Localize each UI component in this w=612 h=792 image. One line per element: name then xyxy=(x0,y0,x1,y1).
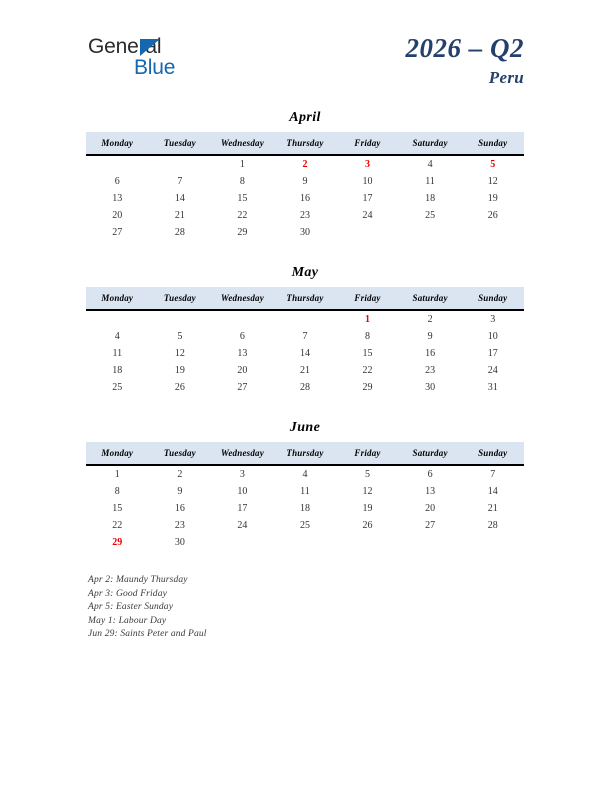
day-cell[interactable]: 24 xyxy=(487,365,498,376)
empty-day-cell xyxy=(211,310,274,328)
empty-day-cell xyxy=(336,534,399,551)
day-cell[interactable]: 16 xyxy=(299,193,310,204)
day-cell[interactable]: 10 xyxy=(487,331,498,342)
holiday-day-cell[interactable]: 3 xyxy=(365,159,371,170)
day-cell[interactable]: 16 xyxy=(425,348,436,359)
day-cell[interactable]: 23 xyxy=(174,520,185,531)
day-cell[interactable]: 10 xyxy=(237,486,248,497)
month-name: June xyxy=(289,420,321,435)
day-cell[interactable]: 20 xyxy=(112,210,123,221)
day-cell[interactable]: 22 xyxy=(362,365,373,376)
day-cell[interactable]: 12 xyxy=(174,348,185,359)
day-cell[interactable]: 29 xyxy=(237,227,248,238)
day-cell[interactable]: 6 xyxy=(427,469,433,480)
holiday-legend-item: Jun 29: Saints Peter and Paul xyxy=(88,629,207,639)
weekday-header-saturday: Saturday xyxy=(399,287,462,310)
day-cell[interactable]: 11 xyxy=(300,486,310,497)
months-container xyxy=(86,110,524,575)
day-cell[interactable]: 21 xyxy=(299,365,310,376)
day-cell[interactable]: 8 xyxy=(239,176,245,187)
weekday-header-wednesday: Wednesday xyxy=(211,442,274,465)
day-cell[interactable]: 23 xyxy=(299,210,310,221)
weekday-header-sunday: Sunday xyxy=(461,442,524,465)
day-cell[interactable]: 6 xyxy=(239,331,245,342)
month-block xyxy=(86,265,524,396)
weekday-header-wednesday: Wednesday xyxy=(211,287,274,310)
day-cell[interactable]: 4 xyxy=(114,331,120,342)
holiday-legend xyxy=(88,574,488,642)
holiday-legend-item: Apr 5: Easter Sunday xyxy=(88,602,174,612)
day-cell[interactable]: 31 xyxy=(487,382,498,393)
empty-day-cell xyxy=(211,534,274,551)
week-row xyxy=(86,345,524,362)
brand-logo-text-general: General xyxy=(88,35,162,58)
month-grid xyxy=(86,132,524,241)
empty-day-cell xyxy=(86,155,149,173)
weekday-header-monday: Monday xyxy=(86,132,149,155)
day-cell[interactable]: 6 xyxy=(114,176,120,187)
day-cell[interactable]: 14 xyxy=(487,486,498,497)
day-cell[interactable]: 30 xyxy=(299,227,310,238)
brand-logo-text-blue: Blue xyxy=(134,56,176,79)
day-cell[interactable]: 30 xyxy=(425,382,436,393)
weekday-header-thursday: Thursday xyxy=(274,132,337,155)
holiday-legend-item: Apr 2: Maundy Thursday xyxy=(88,575,188,585)
day-cell[interactable]: 13 xyxy=(112,193,123,204)
month-block xyxy=(86,420,524,551)
weekday-header-thursday: Thursday xyxy=(274,287,337,310)
brand-logo[interactable] xyxy=(88,36,268,84)
day-cell[interactable]: 9 xyxy=(177,486,183,497)
weekday-header-wednesday: Wednesday xyxy=(211,132,274,155)
month-block xyxy=(86,110,524,241)
day-cell[interactable]: 25 xyxy=(425,210,436,221)
day-cell[interactable]: 9 xyxy=(427,331,433,342)
holiday-day-cell[interactable]: 29 xyxy=(112,537,123,548)
empty-day-cell xyxy=(461,224,524,241)
day-cell[interactable]: 11 xyxy=(425,176,435,187)
month-name: May xyxy=(291,265,319,280)
day-cell[interactable]: 17 xyxy=(487,348,498,359)
holiday-day-cell[interactable]: 2 xyxy=(302,159,308,170)
day-cell[interactable]: 28 xyxy=(174,227,185,238)
day-cell[interactable]: 2 xyxy=(427,314,433,325)
empty-day-cell xyxy=(461,534,524,551)
weekday-header-row xyxy=(86,132,524,155)
weekday-header-thursday: Thursday xyxy=(274,442,337,465)
day-cell[interactable]: 11 xyxy=(112,348,123,359)
week-row xyxy=(86,310,524,328)
blue-triangle-icon xyxy=(140,39,160,56)
day-cell[interactable]: 27 xyxy=(112,227,123,238)
day-cell[interactable]: 26 xyxy=(174,382,185,393)
empty-day-cell xyxy=(274,534,337,551)
day-cell[interactable]: 22 xyxy=(237,210,248,221)
page-header xyxy=(0,0,612,110)
day-cell[interactable]: 25 xyxy=(112,382,123,393)
day-cell[interactable]: 7 xyxy=(302,331,308,342)
day-cell[interactable]: 5 xyxy=(365,469,371,480)
day-cell[interactable]: 27 xyxy=(237,382,248,393)
day-cell[interactable]: 18 xyxy=(299,503,310,514)
holiday-legend-item: May 1: Labour Day xyxy=(88,615,167,626)
weekday-header-tuesday: Tuesday xyxy=(149,132,212,155)
week-row xyxy=(86,517,524,534)
day-cell[interactable]: 15 xyxy=(237,193,248,204)
day-cell[interactable]: 2 xyxy=(177,469,183,480)
day-cell[interactable]: 21 xyxy=(174,210,185,221)
empty-day-cell xyxy=(86,310,149,328)
week-row xyxy=(86,207,524,224)
day-cell[interactable]: 14 xyxy=(174,193,185,204)
week-row xyxy=(86,173,524,190)
weekday-header-friday: Friday xyxy=(336,287,399,310)
day-cell[interactable]: 22 xyxy=(112,520,123,531)
day-cell[interactable]: 13 xyxy=(237,348,248,359)
day-cell[interactable]: 7 xyxy=(490,469,496,480)
empty-day-cell xyxy=(149,155,212,173)
day-cell[interactable]: 28 xyxy=(487,520,498,531)
day-cell[interactable]: 30 xyxy=(174,537,185,548)
day-cell[interactable]: 1 xyxy=(114,469,120,480)
weekday-header-friday: Friday xyxy=(336,442,399,465)
day-cell[interactable]: 19 xyxy=(174,365,185,376)
empty-day-cell xyxy=(336,224,399,241)
month-grid xyxy=(86,442,524,551)
weekday-header-tuesday: Tuesday xyxy=(149,287,212,310)
day-cell[interactable]: 21 xyxy=(487,503,498,514)
day-cell[interactable]: 25 xyxy=(299,520,310,531)
weekday-header-row xyxy=(86,287,524,310)
country-subtitle: Peru xyxy=(488,68,524,87)
empty-day-cell xyxy=(399,534,462,551)
day-cell[interactable]: 20 xyxy=(237,365,248,376)
day-cell[interactable]: 18 xyxy=(112,365,123,376)
day-cell[interactable]: 23 xyxy=(425,365,436,376)
week-row xyxy=(86,534,524,551)
day-cell[interactable]: 17 xyxy=(237,503,248,514)
week-row xyxy=(86,362,524,379)
week-row xyxy=(86,190,524,207)
holiday-day-cell[interactable]: 1 xyxy=(365,314,371,325)
week-row xyxy=(86,224,524,241)
day-cell[interactable]: 26 xyxy=(487,210,498,221)
weekday-header-sunday: Sunday xyxy=(461,132,524,155)
weekday-header-saturday: Saturday xyxy=(399,132,462,155)
week-row xyxy=(86,465,524,483)
weekday-header-sunday: Sunday xyxy=(461,287,524,310)
weekday-header-row xyxy=(86,442,524,465)
day-cell[interactable]: 19 xyxy=(362,503,373,514)
day-cell[interactable]: 8 xyxy=(114,486,120,497)
day-cell[interactable]: 18 xyxy=(425,193,436,204)
weekday-header-tuesday: Tuesday xyxy=(149,442,212,465)
day-cell[interactable]: 29 xyxy=(362,382,373,393)
week-row xyxy=(86,483,524,500)
month-name: April xyxy=(289,110,321,125)
day-cell[interactable]: 8 xyxy=(365,331,371,342)
day-cell[interactable]: 13 xyxy=(425,486,436,497)
day-cell[interactable]: 15 xyxy=(362,348,373,359)
day-cell[interactable]: 26 xyxy=(362,520,373,531)
day-cell[interactable]: 3 xyxy=(490,314,496,325)
day-cell[interactable]: 7 xyxy=(177,176,183,187)
day-cell[interactable]: 10 xyxy=(362,176,373,187)
page-title: 2026 – Q2 xyxy=(405,33,524,63)
day-cell[interactable]: 14 xyxy=(299,348,310,359)
day-cell[interactable]: 24 xyxy=(362,210,373,221)
weekday-header-monday: Monday xyxy=(86,287,149,310)
day-cell[interactable]: 20 xyxy=(425,503,436,514)
holiday-legend-item: Apr 3: Good Friday xyxy=(88,588,167,599)
day-cell[interactable]: 12 xyxy=(362,486,373,497)
day-cell[interactable]: 4 xyxy=(427,159,433,170)
week-row xyxy=(86,500,524,517)
empty-day-cell xyxy=(149,310,212,328)
empty-day-cell xyxy=(274,310,337,328)
day-cell[interactable]: 1 xyxy=(239,159,245,170)
day-cell[interactable]: 24 xyxy=(237,520,248,531)
day-cell[interactable]: 9 xyxy=(302,176,308,187)
weekday-header-friday: Friday xyxy=(336,132,399,155)
day-cell[interactable]: 3 xyxy=(239,469,245,480)
month-grid xyxy=(86,287,524,396)
day-cell[interactable]: 16 xyxy=(174,503,185,514)
weekday-header-saturday: Saturday xyxy=(399,442,462,465)
day-cell[interactable]: 28 xyxy=(299,382,310,393)
week-row xyxy=(86,328,524,345)
empty-day-cell xyxy=(399,224,462,241)
calendar-title-block xyxy=(406,32,525,89)
week-row xyxy=(86,379,524,396)
week-row xyxy=(86,155,524,173)
day-cell[interactable]: 19 xyxy=(487,193,498,204)
day-cell[interactable]: 4 xyxy=(302,469,308,480)
day-cell[interactable]: 12 xyxy=(487,176,498,187)
day-cell[interactable]: 27 xyxy=(425,520,436,531)
day-cell[interactable]: 5 xyxy=(177,331,183,342)
day-cell[interactable]: 17 xyxy=(362,193,373,204)
holiday-day-cell[interactable]: 5 xyxy=(490,159,496,170)
day-cell[interactable]: 15 xyxy=(112,503,123,514)
weekday-header-monday: Monday xyxy=(86,442,149,465)
